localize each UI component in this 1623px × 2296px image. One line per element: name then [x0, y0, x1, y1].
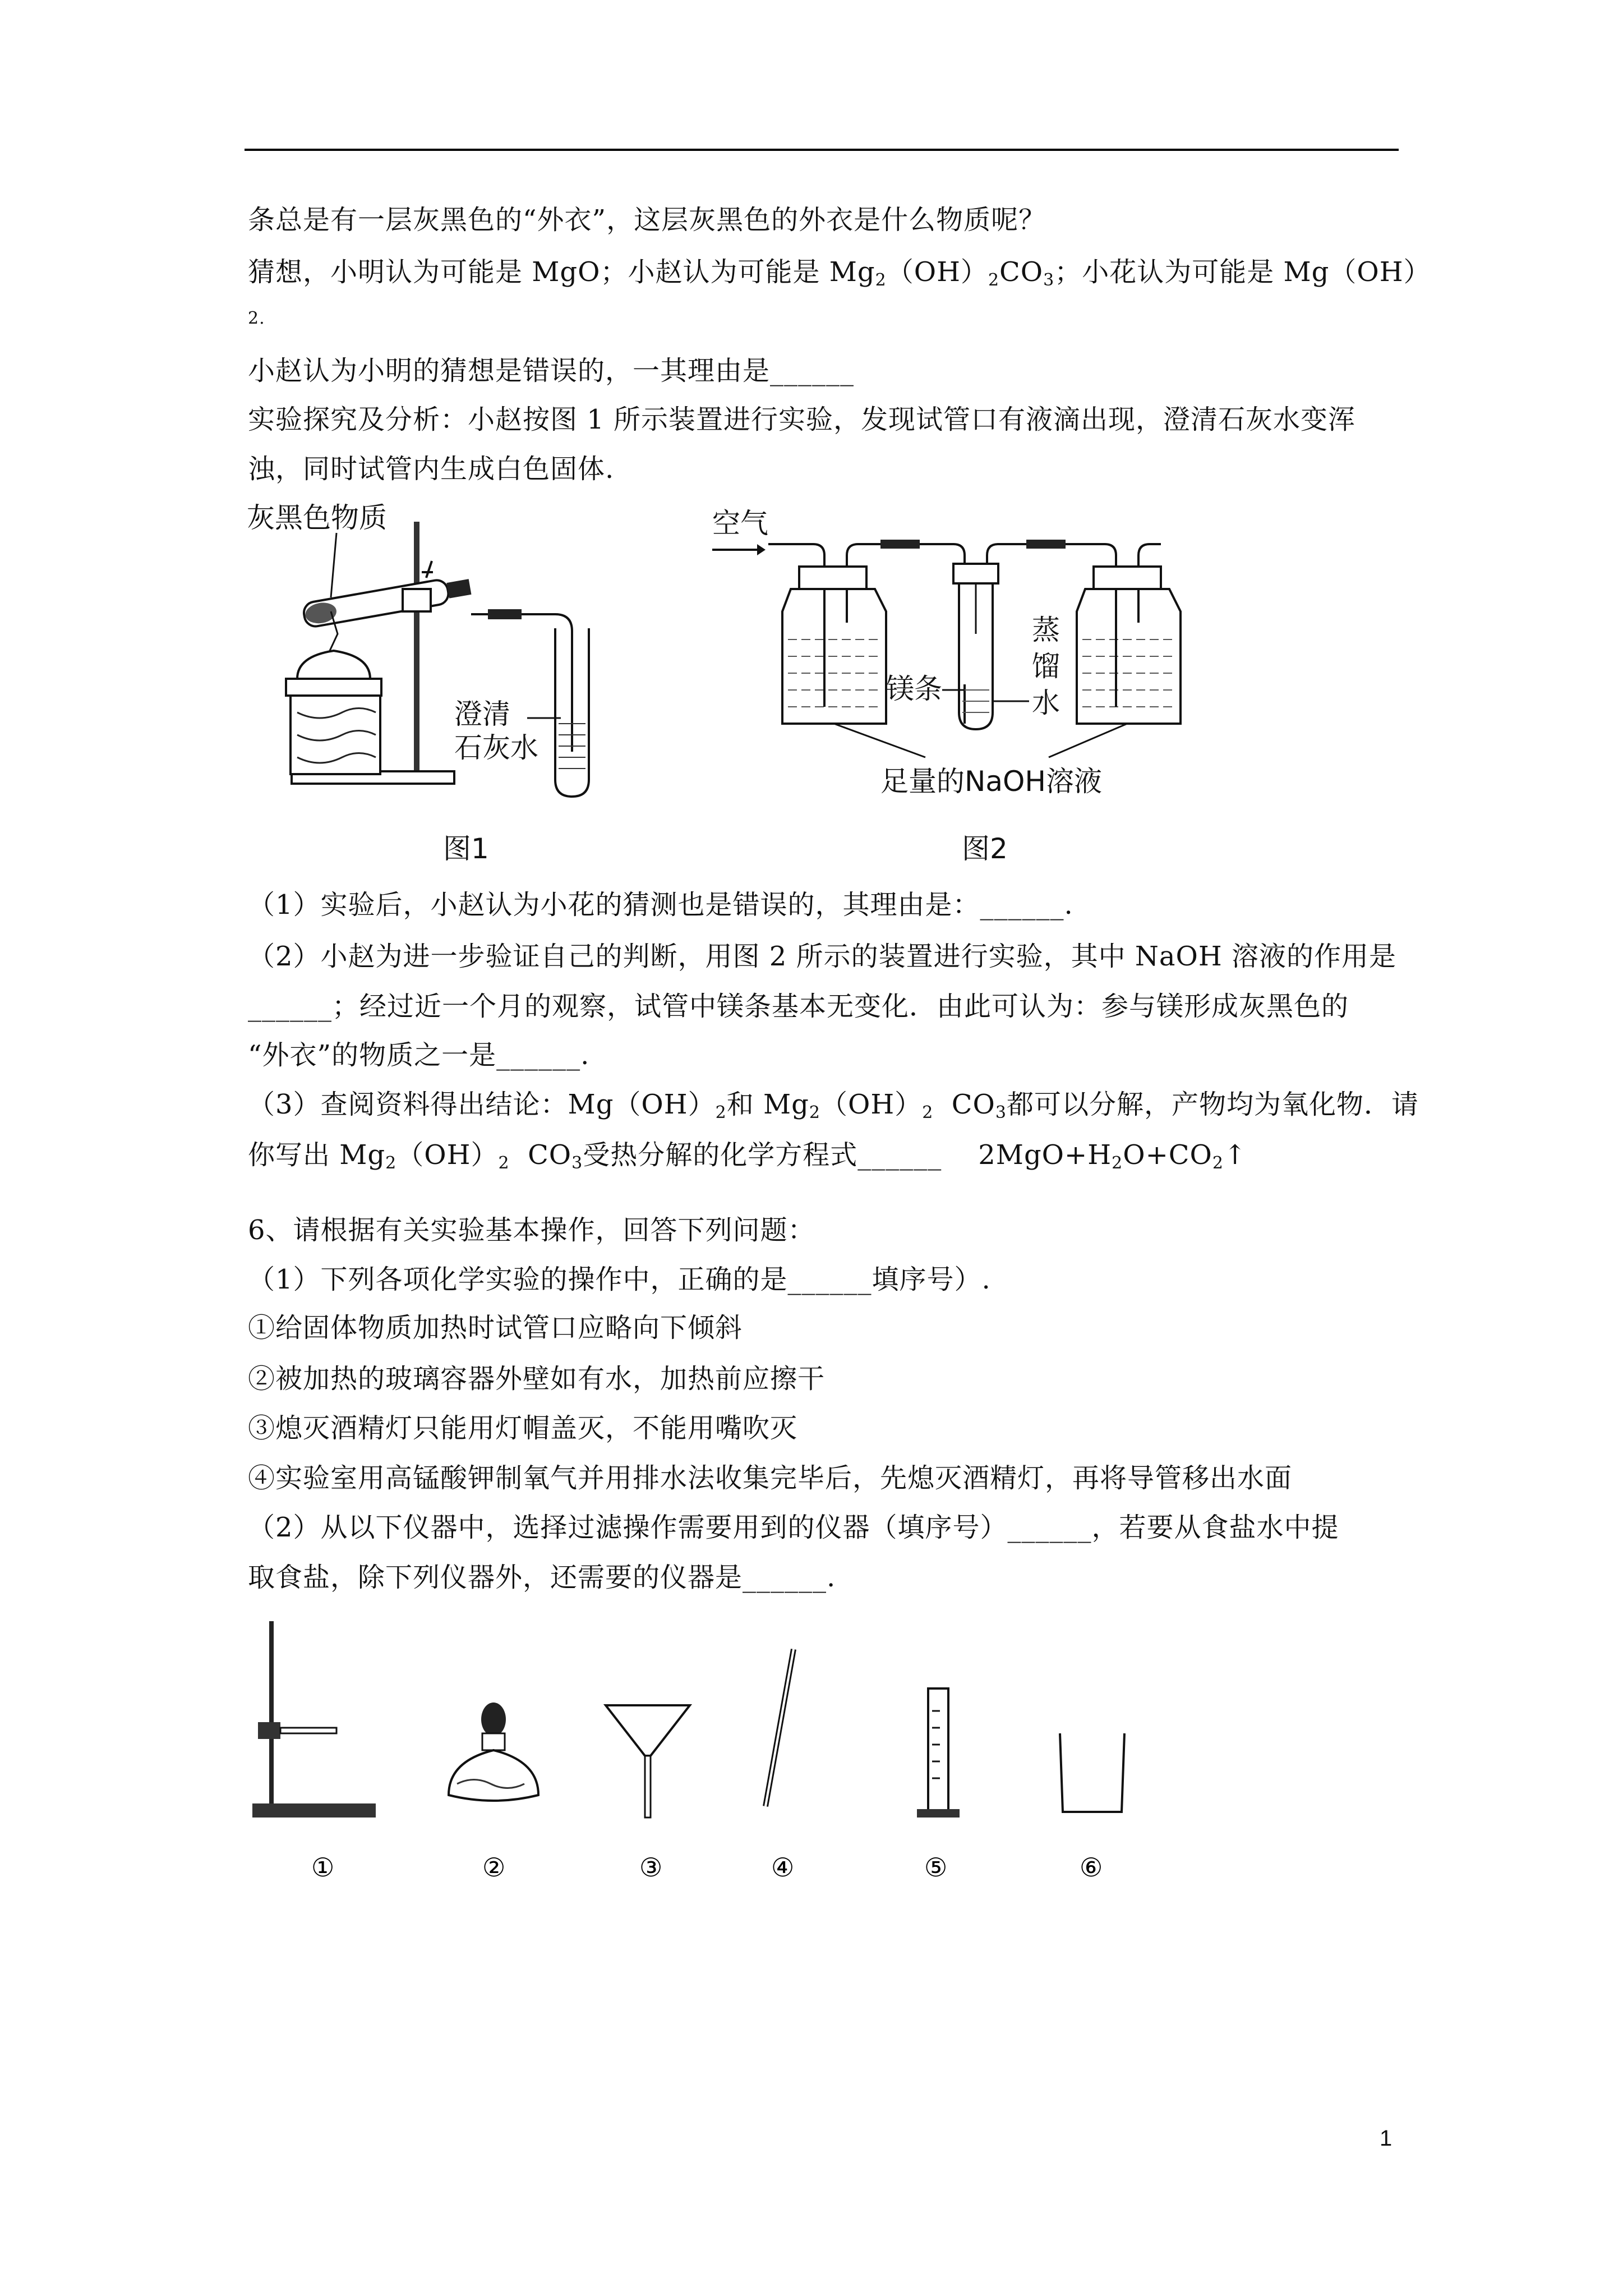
question-2-line-2: ______；经过近一个月的观察，试管中镁条基本无变化．由此可认为：参与镁形成灰黑色的	[248, 991, 1349, 1022]
figure-2-label-naoh: 足量的NaOH溶液	[880, 765, 1102, 798]
beaker-icon	[1060, 1733, 1124, 1812]
text-line-1: 条总是有一层灰黑色的“外衣”，这层灰黑色的外衣是什么物质呢？	[248, 204, 1046, 236]
figure-2-label-air: 空气	[712, 507, 768, 540]
option-1: ①给固体物质加热时试管口应略向下倾斜	[248, 1312, 743, 1343]
figure-2-label-distilled-3: 水	[1032, 687, 1060, 719]
instrument-label-6: ⑥	[1080, 1852, 1103, 1883]
text-line-subscript: 2.	[248, 309, 265, 328]
funnel-icon	[606, 1705, 690, 1818]
alcohol-lamp-icon	[449, 1703, 538, 1801]
option-3: ③熄灭酒精灯只能用灯帽盖灭，不能用嘴吹灭	[248, 1412, 798, 1444]
glass-rod-icon	[766, 1649, 794, 1806]
figure-1-label-gray-black: 灰黑色物质	[247, 501, 387, 534]
question-2-line-1: （2）小赵为进一步验证自己的判断，用图 2 所示的装置进行实验，其中 NaOH 溶液的作用是	[248, 941, 1396, 972]
problem-6-question-1: （1）下列各项化学实验的操作中，正确的是______填序号）.	[248, 1264, 991, 1295]
instrument-label-1: ①	[311, 1852, 335, 1883]
figure-2-label-distilled-2: 馏	[1032, 650, 1060, 683]
instrument-label-4: ④	[771, 1852, 795, 1883]
text-line-experiment-cont: 浊，同时试管内生成白色固体.	[248, 453, 615, 485]
problem-6-question-2-line-2: 取食盐，除下列仪器外，还需要的仪器是______.	[248, 1562, 836, 1593]
question-3-line-2: 你写出 $Mg_2(OH)_2$ $CO_3$受热分解的化学方程式______ $2MgO+H_2O+CO_2↑$	[248, 1139, 1247, 1173]
problem-6-title: 6、请根据有关实验基本操作，回答下列问题：	[248, 1214, 815, 1246]
option-2: ②被加热的玻璃容器外壁如有水，加热前应擦干	[248, 1363, 826, 1395]
instruments-figure	[241, 1616, 1161, 1896]
question-1: （1）实验后，小赵认为小花的猜测也是错误的，其理由是：______.	[248, 889, 1073, 921]
figure-2-caption: 图2	[962, 832, 1008, 865]
iron-stand-icon	[252, 1621, 376, 1818]
figure-2-apparatus	[701, 499, 1262, 881]
figure-1-label-limewater-2: 石灰水	[454, 731, 538, 764]
instrument-label-5: ⑤	[924, 1852, 948, 1883]
figure-1-apparatus	[241, 499, 623, 881]
page-number: 1	[1380, 2126, 1393, 2151]
text-line-experiment: 实验探究及分析：小赵按图 1 所示装置进行实验，发现试管口有液滴出现，澄清石灰水变浑	[248, 404, 1356, 435]
header-rule	[245, 149, 1399, 151]
text-line-reason: 小赵认为小明的猜想是错误的，一其理由是______	[248, 355, 855, 386]
problem-6-question-2-line-1: （2）从以下仪器中，选择过滤操作需要用到的仪器（填序号）______，若要从食盐水中提	[248, 1512, 1339, 1543]
text-line-hypothesis: 猜想，小明认为可能是 MgO；小赵认为可能是 $Mg_2(OH)_2CO_3$；小花认为可能是 Mg（OH）	[248, 256, 1431, 290]
figure-2-label-magnesium: 镁条	[886, 673, 942, 705]
figure-1-label-limewater-1: 澄清	[454, 698, 510, 730]
figure-2-label-distilled-1: 蒸	[1032, 614, 1060, 646]
question-2-line-3: “外衣”的物质之一是______.	[248, 1039, 590, 1071]
option-4: ④实验室用高锰酸钾制氧气并用排水法收集完毕后，先熄灭酒精灯，再将导管移出水面	[248, 1462, 1293, 1494]
instrument-label-2: ②	[482, 1852, 506, 1883]
figure-1-caption: 图1	[443, 832, 489, 865]
instrument-label-3: ③	[639, 1852, 663, 1883]
question-3-line-1: （3）查阅资料得出结论：$Mg(OH)_2$和 $Mg_2(OH)_2$ $CO_3$都可以分解，产物均为氧化物．请	[248, 1089, 1419, 1122]
graduated-cylinder-icon	[917, 1688, 960, 1818]
